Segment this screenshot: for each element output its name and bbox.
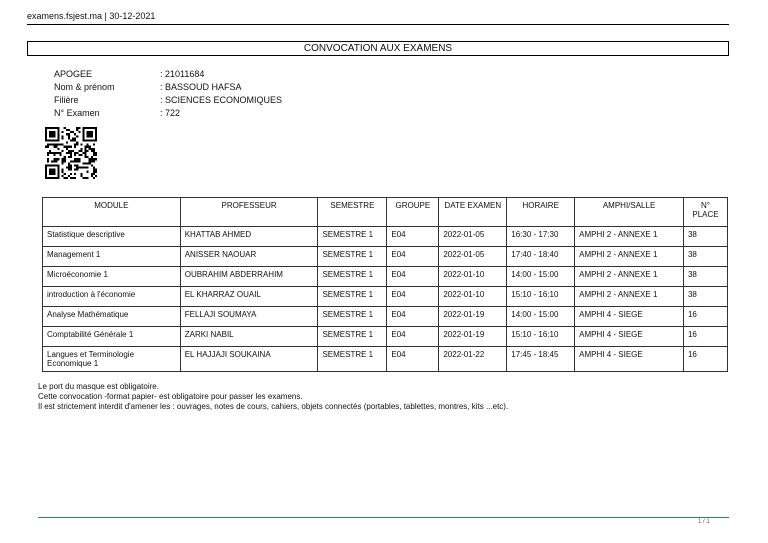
table-cell: 17:45 - 18:45 [507, 347, 575, 372]
table-cell: E04 [387, 327, 439, 347]
table-row [43, 347, 728, 372]
table-cell: 16:30 - 17:30 [507, 227, 575, 247]
page-header: examens.fsjest.ma | 30-12-2021 [27, 11, 729, 25]
table-cell: Microéconomie 1 [43, 267, 181, 287]
table-cell: E04 [387, 227, 439, 247]
col-header-place: N° PLACE [683, 198, 727, 227]
table-cell: E04 [387, 347, 439, 372]
table-cell: EL KHARRAZ OUAIL [180, 287, 318, 307]
table-row [43, 227, 728, 247]
table-header-row [43, 198, 728, 227]
table-cell: AMPHI 4 - SIEGE [575, 307, 684, 327]
col-header-professeur: PROFESSEUR [180, 198, 318, 227]
table-cell: 16 [683, 307, 727, 327]
table-cell: KHATTAB AHMED [180, 227, 318, 247]
table-cell: SEMESTRE 1 [318, 307, 387, 327]
table-cell: Comptabilité Générale 1 [43, 327, 181, 347]
col-header-groupe: GROUPE [387, 198, 439, 227]
table-cell: AMPHI 2 - ANNEXE 1 [575, 227, 684, 247]
table-cell: FELLAJI SOUMAYA [180, 307, 318, 327]
table-cell: ZARKI NABIL [180, 327, 318, 347]
table-cell: Management 1 [43, 247, 181, 267]
table-cell: SEMESTRE 1 [318, 327, 387, 347]
table-cell: 16 [683, 327, 727, 347]
table-cell: 2022-01-10 [439, 287, 507, 307]
table-cell: 38 [683, 247, 727, 267]
table-cell: 38 [683, 227, 727, 247]
notes [38, 382, 508, 412]
table-cell: 15:10 - 16:10 [507, 327, 575, 347]
table-row [43, 287, 728, 307]
info-value: : 722 [160, 108, 181, 118]
table-row [43, 307, 728, 327]
info-row-exam-number [54, 107, 282, 120]
col-header-module: MODULE [43, 198, 181, 227]
table-cell: EL HAJJAJI SOUKAINA [180, 347, 318, 372]
table-cell: SEMESTRE 1 [318, 267, 387, 287]
table-cell: AMPHI 2 - ANNEXE 1 [575, 267, 684, 287]
col-header-amphi: AMPHI/SALLE [575, 198, 684, 227]
info-value: : 21011684 [160, 69, 205, 79]
table-cell: ANISSER NAOUAR [180, 247, 318, 267]
info-row-apogee [54, 68, 282, 81]
table-cell: E04 [387, 287, 439, 307]
table-cell: SEMESTRE 1 [318, 247, 387, 267]
info-label: N° Examen [54, 108, 100, 118]
document-title: CONVOCATION AUX EXAMENS [27, 41, 729, 56]
col-header-semestre: SEMESTRE [318, 198, 387, 227]
table-cell: E04 [387, 307, 439, 327]
table-cell: 14:00 - 15:00 [507, 267, 575, 287]
table-row [43, 327, 728, 347]
table-cell: Statistique descriptive [43, 227, 181, 247]
col-header-horaire: HORAIRE [507, 198, 575, 227]
col-header-date: DATE EXAMEN [439, 198, 507, 227]
table-cell: Analyse Mathématique [43, 307, 181, 327]
table-cell: SEMESTRE 1 [318, 227, 387, 247]
table-cell: 2022-01-05 [439, 227, 507, 247]
table-cell: 38 [683, 287, 727, 307]
info-label: Filière [54, 95, 79, 105]
table-cell: E04 [387, 247, 439, 267]
table-cell: OUBRAHIM ABDERRAHIM [180, 267, 318, 287]
table-cell: AMPHI 4 - SIEGE [575, 327, 684, 347]
table-cell: 15:10 - 16:10 [507, 287, 575, 307]
table-cell: 38 [683, 267, 727, 287]
table-cell: 2022-01-05 [439, 247, 507, 267]
student-info [54, 68, 282, 120]
table-cell: 2022-01-10 [439, 267, 507, 287]
table-cell: 2022-01-19 [439, 327, 507, 347]
qr-code-icon [45, 127, 97, 179]
table-cell: 16 [683, 347, 727, 372]
table-row [43, 247, 728, 267]
table-cell: SEMESTRE 1 [318, 287, 387, 307]
footer-divider [38, 517, 729, 518]
info-value: : BASSOUD HAFSA [160, 82, 242, 92]
table-cell: E04 [387, 267, 439, 287]
info-row-name [54, 81, 282, 94]
info-label: APOGEE [54, 69, 93, 79]
note-line: Le port du masque est obligatoire. [38, 382, 159, 391]
page-number: 1 / 1 [698, 519, 710, 525]
table-cell: 17:40 - 18:40 [507, 247, 575, 267]
note-line: Il est strictement interdit d'amener les : ouvrages, notes de cours, cahiers, objets connectés (portables, tablettes, montres, kits ...etc). [38, 402, 509, 411]
table-cell: AMPHI 2 - ANNEXE 1 [575, 247, 684, 267]
table-row [43, 267, 728, 287]
note-line: Cette convocation -format papier- est obligatoire pour passer les examens. [38, 392, 303, 401]
info-row-filiere [54, 94, 282, 107]
table-cell: AMPHI 2 - ANNEXE 1 [575, 287, 684, 307]
table-cell: 14:00 - 15:00 [507, 307, 575, 327]
table-cell: SEMESTRE 1 [318, 347, 387, 372]
exam-table [42, 197, 728, 372]
table-cell: AMPHI 4 - SIEGE [575, 347, 684, 372]
table-cell: 2022-01-19 [439, 307, 507, 327]
info-label: Nom & prénom [54, 82, 115, 92]
table-cell: introduction à l'économie [43, 287, 181, 307]
info-value: : SCIENCES ECONOMIQUES [160, 95, 283, 105]
table-cell: 2022-01-22 [439, 347, 507, 372]
table-cell: Langues et Terminologie Economique 1 [43, 347, 181, 372]
